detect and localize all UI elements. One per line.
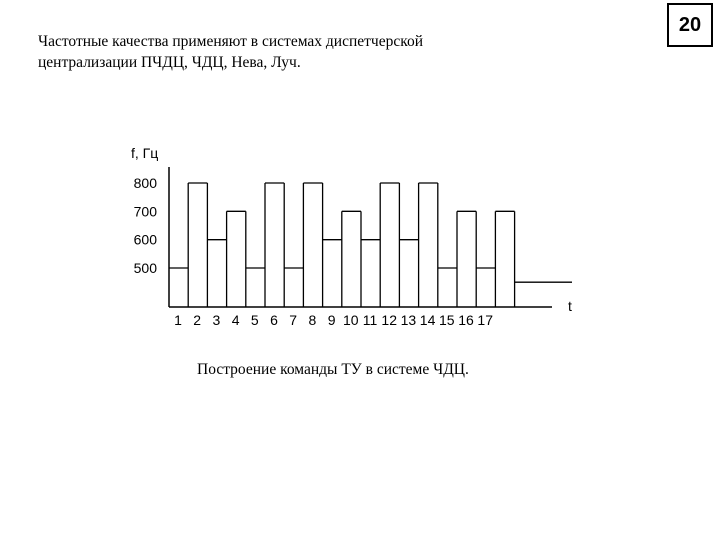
x-tick-label: 1	[174, 312, 182, 328]
x-tick-label: 17	[477, 312, 493, 328]
x-tick-label: 4	[231, 312, 240, 328]
x-tick-label: 7	[289, 312, 298, 328]
intro-line-2: централизации ПЧДЦ, ЧДЦ, Нева, Луч.	[38, 54, 301, 71]
chart-series	[169, 183, 572, 307]
slide-number: 20	[678, 13, 702, 36]
y-tick-label: 800	[133, 175, 157, 191]
x-tick-label: 8	[308, 312, 317, 328]
x-tick-label: 2	[193, 312, 202, 328]
y-tick-label: 500	[133, 260, 157, 276]
x-axis-label: t	[568, 298, 572, 314]
x-tick-label: 11	[362, 312, 378, 328]
x-tick-label: 16	[458, 312, 474, 328]
chart-labels	[131, 145, 572, 328]
x-tick-label: 10	[343, 312, 359, 328]
intro-line-1: Частотные качества применяют в системах диспетчерской	[38, 33, 424, 50]
x-tick-label: 12	[381, 312, 397, 328]
x-tick-label: 5	[250, 312, 259, 328]
chart-caption: Построение команды ТУ в системе ЧДЦ.	[197, 361, 469, 378]
x-tick-label: 3	[212, 312, 221, 328]
x-tick-label: 6	[270, 312, 278, 328]
x-tick-label: 13	[400, 312, 417, 328]
y-tick-label: 700	[133, 203, 157, 220]
x-tick-label: 9	[327, 312, 336, 328]
x-tick-label: 15	[439, 312, 455, 328]
x-tick-label: 14	[419, 312, 436, 328]
y-axis-label: f, Гц	[131, 145, 159, 161]
y-tick-label: 600	[133, 231, 157, 248]
